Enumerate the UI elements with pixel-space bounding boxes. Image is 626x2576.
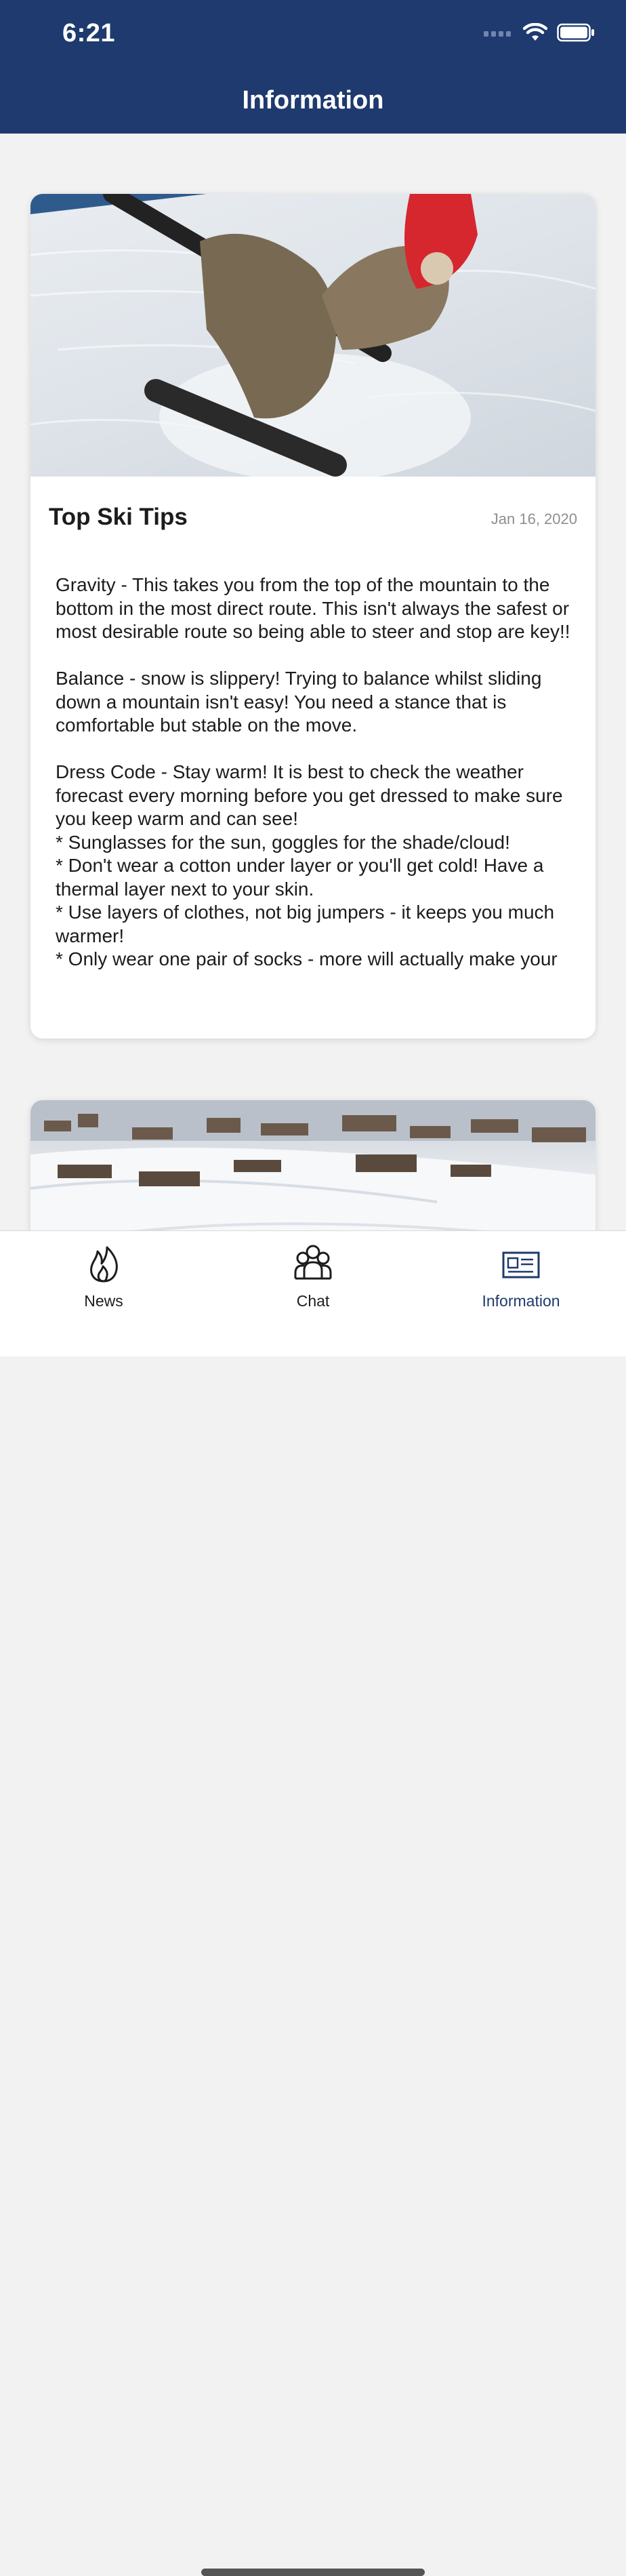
tab-information[interactable] bbox=[440, 1243, 602, 1310]
nav-header bbox=[0, 68, 626, 134]
card-header bbox=[30, 477, 596, 571]
tab-chat[interactable] bbox=[232, 1243, 394, 1310]
tab-news-label: News bbox=[84, 1292, 123, 1310]
group-icon bbox=[293, 1243, 333, 1284]
status-bar bbox=[0, 0, 626, 68]
skier-photo bbox=[30, 194, 596, 477]
status-time: 6:21 bbox=[62, 19, 116, 47]
card-body-text[interactable]: Gravity - This takes you from the top of the mountain to the bottom in the most direct route. This isn't always the safest or most desirable route so being able to steer and stop are key!! Balance - snow is slippery! Trying to balance whilst sliding down a mountain isn't easy! You need a stance that is comfortable but stable on the move. Dress Code - Stay warm! It is best to check the weather forecast every morning before you get dressed to make sure you keep warm and can see! * Sunglasses for the sun, goggles for the shade/cloud! * Don't wear a cotton under layer or you'll get cold! Have a thermal layer next to your skin. * Use layers of clothes, not big jumpers - it keeps you much warmer! * Only wear one pair of socks - more will actually make your bbox=[56, 574, 570, 969]
tab-information-label: Information bbox=[482, 1292, 560, 1310]
status-icons bbox=[484, 23, 595, 42]
tab-chat-label: Chat bbox=[296, 1292, 330, 1310]
tab-news[interactable] bbox=[22, 1243, 185, 1310]
tab-bar bbox=[0, 1230, 626, 1356]
flame-icon bbox=[87, 1243, 121, 1284]
newspaper-icon bbox=[502, 1243, 540, 1284]
home-indicator bbox=[201, 2569, 425, 2576]
wifi-icon bbox=[523, 23, 547, 42]
card-date: Jan 16, 2020 bbox=[491, 510, 577, 527]
info-card[interactable] bbox=[30, 194, 596, 1039]
card-image-skier bbox=[30, 194, 596, 477]
cellular-signal-icon bbox=[484, 28, 514, 37]
battery-icon bbox=[557, 23, 595, 42]
page-title: Information bbox=[242, 86, 384, 115]
card-title: Top Ski Tips bbox=[49, 504, 188, 530]
